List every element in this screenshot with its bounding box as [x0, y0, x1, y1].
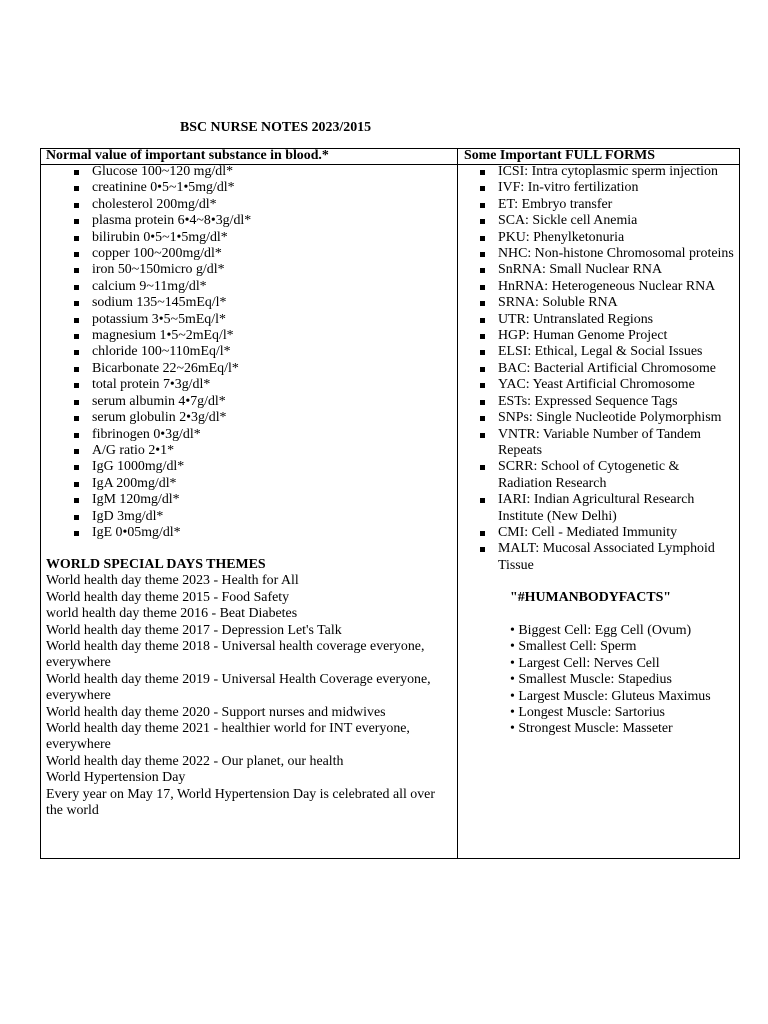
blood-value-item: magnesium 1•5~2mEq/l* [72, 328, 452, 344]
full-form-item: VNTR: Variable Number of Tandem Repeats [478, 427, 736, 460]
body-fact-item: • Biggest Cell: Egg Cell (Ovum) [510, 623, 692, 638]
full-form-item: IVF: In-vitro fertilization [478, 180, 736, 196]
full-form-item: SCA: Sickle cell Anemia [478, 213, 736, 229]
blood-value-item: iron 50~150micro g/dl* [72, 262, 452, 278]
full-form-item: HGP: Human Genome Project [478, 328, 736, 344]
full-form-item: SnRNA: Small Nuclear RNA [478, 262, 736, 278]
blood-values-list [72, 164, 452, 541]
body-facts-list [510, 623, 735, 738]
special-days-section [46, 557, 451, 820]
special-day-line: World health day theme 2021 - healthier world for INT everyone, everywhere [46, 721, 410, 753]
full-form-item: UTR: Untranslated Regions [478, 312, 736, 328]
blood-value-item: A/G ratio 2•1* [72, 443, 452, 459]
full-form-item: IARI: Indian Agricultural Research Institute (New Delhi) [478, 492, 736, 525]
blood-value-item: chloride 100~110mEq/l* [72, 344, 452, 360]
blood-value-item: calcium 9~11mg/dl* [72, 279, 452, 295]
blood-value-item: bilirubin 0•5~1•5mg/dl* [72, 230, 452, 246]
full-form-item: SCRR: School of Cytogenetic & Radiation Research [478, 459, 736, 492]
full-form-item: ICSI: Intra cytoplasmic sperm injection [478, 164, 736, 180]
special-day-line: world health day theme 2016 - Beat Diabetes [46, 606, 298, 622]
full-form-item: ESTs: Expressed Sequence Tags [478, 394, 736, 410]
special-day-line: World health day theme 2015 - Food Safety [46, 589, 290, 605]
blood-value-item: copper 100~200mg/dl* [72, 246, 452, 262]
body-fact-item: • Largest Muscle: Gluteus Maximus [510, 688, 711, 704]
blood-values-header: Normal value of important substance in blood.* [46, 148, 329, 163]
full-form-item: ELSI: Ethical, Legal & Social Issues [478, 344, 736, 360]
special-day-line: World health day theme 2022 - Our planet, our health [46, 753, 344, 769]
blood-value-item: IgD 3mg/dl* [72, 509, 452, 525]
blood-value-item: IgM 120mg/dl* [72, 492, 452, 508]
blood-value-item: IgA 200mg/dl* [72, 476, 452, 492]
special-day-line: World health day theme 2020 - Support nurses and midwives [46, 704, 386, 720]
blood-value-item: potassium 3•5~5mEq/l* [72, 312, 452, 328]
blood-value-item: Glucose 100~120 mg/dl* [72, 164, 452, 180]
blood-value-item: serum globulin 2•3g/dl* [72, 410, 452, 426]
body-fact-item: • Strongest Muscle: Masseter [510, 721, 673, 737]
blood-value-item: Bicarbonate 22~26mEq/l* [72, 361, 452, 377]
full-form-item: SRNA: Soluble RNA [478, 295, 736, 311]
full-form-item: CMI: Cell - Mediated Immunity [478, 525, 736, 541]
body-fact-item: • Smallest Muscle: Stapedius [510, 672, 672, 688]
blood-value-item: serum albumin 4•7g/dl* [72, 394, 452, 410]
blood-value-item: fibrinogen 0•3g/dl* [72, 427, 452, 443]
body-fact-item: • Smallest Cell: Sperm [510, 639, 637, 655]
full-form-item: NHC: Non-histone Chromosomal proteins [478, 246, 736, 262]
special-day-line: World health day theme 2019 - Universal Health Coverage everyone, everywhere [46, 671, 431, 704]
blood-value-item: plasma protein 6•4~8•3g/dl* [72, 213, 452, 229]
blood-value-item: total protein 7•3g/dl* [72, 377, 452, 393]
body-facts-title: "#HUMANBODYFACTS" [510, 590, 672, 605]
blood-value-item: sodium 135~145mEq/l* [72, 295, 452, 311]
special-days-heading: WORLD SPECIAL DAYS THEMES [46, 557, 266, 572]
column-divider [457, 148, 458, 859]
blood-value-item: IgE 0•05mg/dl* [72, 525, 452, 541]
blood-value-item: IgG 1000mg/dl* [72, 459, 452, 475]
special-day-line: World Hypertension Day [46, 770, 186, 786]
special-days-lines [46, 573, 451, 819]
full-form-item: BAC: Bacterial Artificial Chromosome [478, 361, 736, 377]
full-forms-header: Some Important FULL FORMS [464, 148, 655, 163]
full-form-item: ET: Embryo transfer [478, 197, 736, 213]
special-day-line: Every year on May 17, World Hypertension Day is celebrated all over the world [46, 786, 435, 819]
full-form-item: MALT: Mucosal Associated Lymphoid Tissue [478, 541, 736, 574]
full-form-item: SNPs: Single Nucleotide Polymorphism [478, 410, 736, 426]
page-title: BSC NURSE NOTES 2023/2015 [180, 120, 372, 135]
blood-value-item: creatinine 0•5~1•5mg/dl* [72, 180, 452, 196]
body-fact-item: • Largest Cell: Nerves Cell [510, 655, 660, 671]
full-form-item: HnRNA: Heterogeneous Nuclear RNA [478, 279, 736, 295]
full-forms-list [478, 164, 736, 574]
full-form-item: YAC: Yeast Artificial Chromosome [478, 377, 736, 393]
special-day-line: World health day theme 2018 - Universal health coverage everyone, everywhere [46, 639, 425, 671]
blood-value-item: cholesterol 200mg/dl* [72, 197, 452, 213]
special-day-line: World health day theme 2017 - Depression Let's Talk [46, 622, 342, 638]
full-form-item: PKU: Phenylketonuria [478, 230, 736, 246]
body-fact-item: • Longest Muscle: Sartorius [510, 705, 665, 721]
special-day-line: World health day theme 2023 - Health for All [46, 573, 299, 589]
